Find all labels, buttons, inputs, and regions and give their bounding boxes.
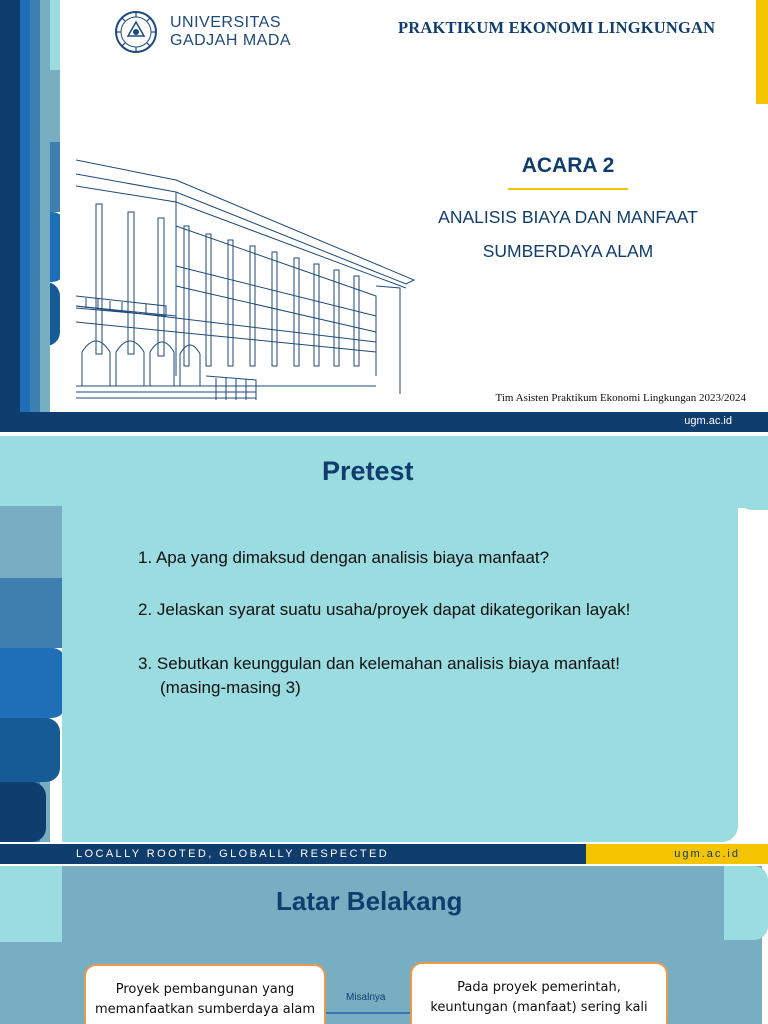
pretest-title: Pretest [322, 456, 414, 486]
connector-line [326, 1012, 410, 1014]
university-name-line1: UNIVERSITAS [170, 14, 281, 31]
question-1: 1. Apa yang dimaksud dengan analisis biaya manfaat? [138, 548, 550, 567]
building-illustration [76, 156, 420, 402]
question-3: 3. Sebutkan keunggulan dan kelemahan analisis biaya manfaat! [138, 654, 621, 673]
tab-decoration [724, 940, 758, 1010]
tab-decoration [724, 866, 768, 940]
accent-strip [756, 0, 768, 104]
footer-bar [0, 412, 768, 432]
tagline: LOCALLY ROOTED, GLOBALLY RESPECTED [76, 848, 390, 860]
subtitle-line2: SUMBERDAYA ALAM [482, 241, 654, 261]
left-content-box [84, 964, 326, 1024]
edge-band [30, 0, 40, 412]
footer-bar [0, 844, 768, 864]
university-name-line2: GADJAH MADA [170, 32, 292, 49]
question-3-note: (masing-masing 3) [160, 678, 301, 697]
question-2: 2. Jelaskan syarat suatu usaha/proyek dapat dikategorikan layak! [138, 600, 631, 619]
tab-decoration [0, 648, 66, 718]
right-content-box [410, 962, 668, 1024]
acara-heading: ACARA 2 [521, 154, 615, 177]
course-title: PRAKTIKUM EKONOMI LINGKUNGAN [398, 18, 716, 37]
pretest-slide [0, 436, 768, 864]
university-logo [114, 10, 291, 54]
university-name [170, 14, 291, 50]
tab-decoration [0, 782, 46, 842]
right-box-line2: keuntungan (manfaat) sering kali [430, 1000, 648, 1015]
tab-decoration [0, 718, 60, 782]
footer-url[interactable]: ugm.ac.id [684, 415, 732, 427]
tab-decoration [728, 436, 768, 508]
credit-text: Tim Asisten Praktikum Ekonomi Lingkungan 2023/2024 [495, 392, 746, 404]
ugm-seal-icon [114, 10, 158, 54]
edge-band [40, 0, 50, 412]
left-box-line1: Proyek pembangunan yang [115, 982, 295, 997]
edge-band [20, 0, 30, 412]
left-box-line2: memanfaatkan sumberdaya alam [94, 1002, 316, 1017]
subtitle-line1: ANALISIS BIAYA DAN MANFAAT [438, 207, 698, 227]
right-box-line1: Pada proyek pemerintah, [457, 980, 621, 995]
latar-title: Latar Belakang [276, 886, 463, 916]
connector-label: Misalnya [346, 992, 386, 1003]
pretest-panel [62, 436, 738, 842]
footer-accent [586, 844, 768, 864]
title-slide [0, 0, 768, 432]
latar-belakang-slide [0, 866, 768, 1024]
footer-url[interactable]: ugm.ac.id [674, 848, 740, 860]
edge-band [0, 0, 20, 412]
heading-underline [508, 188, 628, 190]
